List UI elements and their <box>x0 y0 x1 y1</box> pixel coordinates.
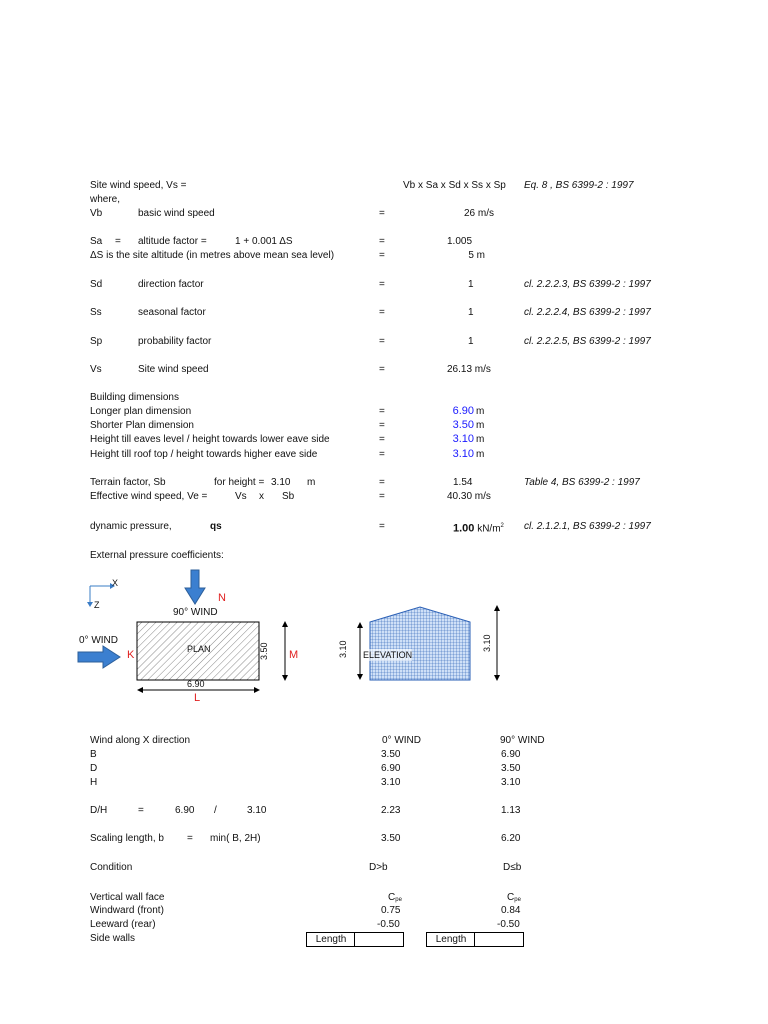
ds-description: ΔS is the site altitude (in metres above mean sea level) <box>90 250 335 261</box>
sp-value: 1 <box>468 336 474 347</box>
axis-z-label: Z <box>94 600 100 610</box>
sa-formula: 1 + 0.001 ΔS <box>235 236 293 247</box>
sp-equals: = <box>379 336 385 347</box>
scaling-length-formula: min( B, 2H) <box>210 833 261 844</box>
ve-label: Effective wind speed, Ve = <box>90 491 208 502</box>
side-k-label: K <box>127 649 135 661</box>
col-0-wind-header: 0° WIND <box>382 735 421 746</box>
dh-equals: = <box>138 805 144 816</box>
side-walls-length-cell-0[interactable] <box>306 932 356 947</box>
eaves-height-equals: = <box>379 434 385 445</box>
dh-label: D/H <box>90 805 108 816</box>
elevation-label: ELEVATION <box>363 650 413 660</box>
plan-height-label: 3.50 <box>259 642 269 660</box>
windward-label: Windward (front) <box>90 905 164 916</box>
dynamic-pressure-label: dynamic pressure, <box>90 521 172 532</box>
wind-0-arrow-icon <box>78 646 120 668</box>
vb-symbol: Vb <box>90 208 103 219</box>
terrain-height-unit: m <box>307 477 316 488</box>
cpe-header-90-sub: pe <box>514 897 521 903</box>
dynamic-pressure-reference: cl. 2.1.2.1, BS 6399-2 : 1997 <box>524 521 651 532</box>
ss-symbol: Ss <box>90 307 102 318</box>
terrain-value: 1.54 <box>453 477 473 488</box>
plan-label: PLAN <box>187 644 211 654</box>
ve-sb: Sb <box>282 491 295 502</box>
sd-value: 1 <box>468 279 474 290</box>
row-h-label: H <box>90 777 98 788</box>
terrain-for-height: for height = <box>214 477 265 488</box>
sa-description: altitude factor = <box>138 236 207 247</box>
sd-reference: cl. 2.2.2.3, BS 6399-2 : 1997 <box>524 279 651 290</box>
scaling-length-value-0: 3.50 <box>381 833 401 844</box>
side-walls-label: Side walls <box>90 933 136 944</box>
terrain-height: 3.10 <box>271 477 291 488</box>
ve-times: x <box>259 491 264 502</box>
eaves-height-value: 3.10 <box>452 433 474 445</box>
leeward-label: Leeward (rear) <box>90 919 156 930</box>
row-b-label: B <box>90 749 97 760</box>
dynamic-pressure-unit-exponent: 2 <box>500 523 504 529</box>
row-d-label: D <box>90 763 98 774</box>
ss-reference: cl. 2.2.2.4, BS 6399-2 : 1997 <box>524 307 651 318</box>
where-label: where, <box>90 194 121 205</box>
col-90-wind-header: 90° WIND <box>500 735 545 746</box>
wind-0-label: 0° WIND <box>79 635 118 646</box>
dh-slash: / <box>214 805 217 816</box>
sa-equals-2: = <box>379 236 385 247</box>
terrain-reference: Table 4, BS 6399-2 : 1997 <box>524 477 640 488</box>
table-heading: Wind along X direction <box>90 735 191 746</box>
cpe-header-0-sub: pe <box>395 897 402 903</box>
elevation-height-label-right: 3.10 <box>482 634 492 652</box>
vs-label: Site wind speed, Vs = <box>90 180 187 191</box>
roof-height-label: Height till roof top / height towards higher eave side <box>90 449 318 460</box>
vertical-wall-label: Vertical wall face <box>90 892 165 903</box>
dh-h: 3.10 <box>247 805 267 816</box>
leeward-value-0: -0.50 <box>377 919 400 930</box>
side-walls-length-input-0[interactable] <box>354 932 404 947</box>
row-d-value-0: 6.90 <box>381 763 401 774</box>
side-walls-length-cell-90[interactable] <box>426 932 476 947</box>
scaling-length-equals: = <box>187 833 193 844</box>
row-b-value-0: 3.50 <box>381 749 401 760</box>
sd-description: direction factor <box>138 279 204 290</box>
dh-value-0: 2.23 <box>381 805 401 816</box>
ve-value: 40.30 m/s <box>447 491 491 502</box>
side-walls-length-input-90[interactable] <box>474 932 524 947</box>
ds-value: 5 m <box>468 250 485 261</box>
vb-value: 26 m/s <box>463 208 494 219</box>
scaling-length-value-90: 6.20 <box>501 833 521 844</box>
axis-x-label: X <box>112 578 119 588</box>
cpe-header-0 <box>388 892 402 906</box>
ss-value: 1 <box>468 307 474 318</box>
dynamic-pressure-equals: = <box>379 521 385 532</box>
vs-reference: Eq. 8 , BS 6399-2 : 1997 <box>524 180 634 191</box>
terrain-label: Terrain factor, Sb <box>90 477 166 488</box>
sp-description: probability factor <box>138 336 212 347</box>
sa-value: 1.005 <box>447 236 473 247</box>
elevation-height-label-left: 3.10 <box>338 640 348 658</box>
longer-plan-value: 6.90 <box>452 405 474 417</box>
cpe-header-0-c: C <box>388 892 396 903</box>
ds-equals: = <box>379 250 385 261</box>
shorter-plan-equals: = <box>379 420 385 431</box>
elevation-height-dimension-right <box>494 605 500 681</box>
cpe-header-90-c: C <box>507 892 515 903</box>
row-d-value-90: 3.50 <box>501 763 521 774</box>
vs-symbol: Vs <box>90 364 102 375</box>
ss-description: seasonal factor <box>138 307 206 318</box>
eaves-height-unit: m <box>476 434 485 445</box>
ss-equals: = <box>379 307 385 318</box>
ve-equals: = <box>379 491 385 502</box>
longer-plan-unit: m <box>476 406 485 417</box>
wind-90-label: 90° WIND <box>173 607 218 618</box>
vs-formula: Vb x Sa x Sd x Ss x Sp <box>403 180 506 191</box>
side-n-label: N <box>218 592 226 604</box>
external-pressure-heading: External pressure coefficients: <box>90 550 224 561</box>
dynamic-pressure-symbol: qs <box>210 521 222 532</box>
side-walls-length-label-0: Length <box>315 934 347 945</box>
leeward-value-90: -0.50 <box>497 919 520 930</box>
longer-plan-label: Longer plan dimension <box>90 406 192 417</box>
ve-vs: Vs <box>235 491 247 502</box>
dh-d: 6.90 <box>175 805 195 816</box>
shorter-plan-unit: m <box>476 420 485 431</box>
wind-90-arrow-icon <box>185 570 205 604</box>
side-l-label: L <box>194 692 201 704</box>
sp-reference: cl. 2.2.2.5, BS 6399-2 : 1997 <box>524 336 651 347</box>
row-h-value-90: 3.10 <box>501 777 521 788</box>
dynamic-pressure-unit: kN/m <box>477 523 501 535</box>
roof-height-value: 3.10 <box>452 448 474 460</box>
scaling-length-label: Scaling length, b <box>90 833 164 844</box>
windward-value-90: 0.84 <box>501 905 521 916</box>
plan-height-dimension <box>282 621 288 681</box>
longer-plan-equals: = <box>379 406 385 417</box>
vb-equals: = <box>379 208 385 219</box>
shorter-plan-value: 3.50 <box>452 419 474 431</box>
dh-value-90: 1.13 <box>501 805 521 816</box>
condition-value-0: D>b <box>369 862 388 873</box>
elevation-shape <box>370 607 470 680</box>
condition-value-90: D≤b <box>503 862 522 873</box>
condition-label: Condition <box>90 862 133 873</box>
vs-value: 26.13 m/s <box>447 364 491 375</box>
windward-value-0: 0.75 <box>381 905 401 916</box>
sa-symbol: Sa <box>90 236 103 247</box>
cpe-header-90 <box>507 892 521 906</box>
row-h-value-0: 3.10 <box>381 777 401 788</box>
shorter-plan-label: Shorter Plan dimension <box>90 420 194 431</box>
side-walls-length-label-90: Length <box>435 934 467 945</box>
building-heading: Building dimensions <box>90 392 179 403</box>
vs-description: Site wind speed <box>138 364 209 375</box>
dynamic-pressure-value: 1.00 <box>453 522 475 535</box>
sa-equals-1: = <box>115 236 121 247</box>
sp-symbol: Sp <box>90 336 103 347</box>
terrain-equals: = <box>379 477 385 488</box>
vb-description: basic wind speed <box>138 208 215 219</box>
roof-height-equals: = <box>379 449 385 460</box>
side-m-label: M <box>289 649 299 661</box>
sd-equals: = <box>379 279 385 290</box>
plan-width-label: 6.90 <box>187 679 205 689</box>
vs-equals: = <box>379 364 385 375</box>
row-b-value-90: 6.90 <box>501 749 521 760</box>
axis-icon <box>87 583 115 607</box>
sd-symbol: Sd <box>90 279 103 290</box>
eaves-height-label: Height till eaves level / height towards lower eave side <box>90 434 330 445</box>
roof-height-unit: m <box>476 449 485 460</box>
